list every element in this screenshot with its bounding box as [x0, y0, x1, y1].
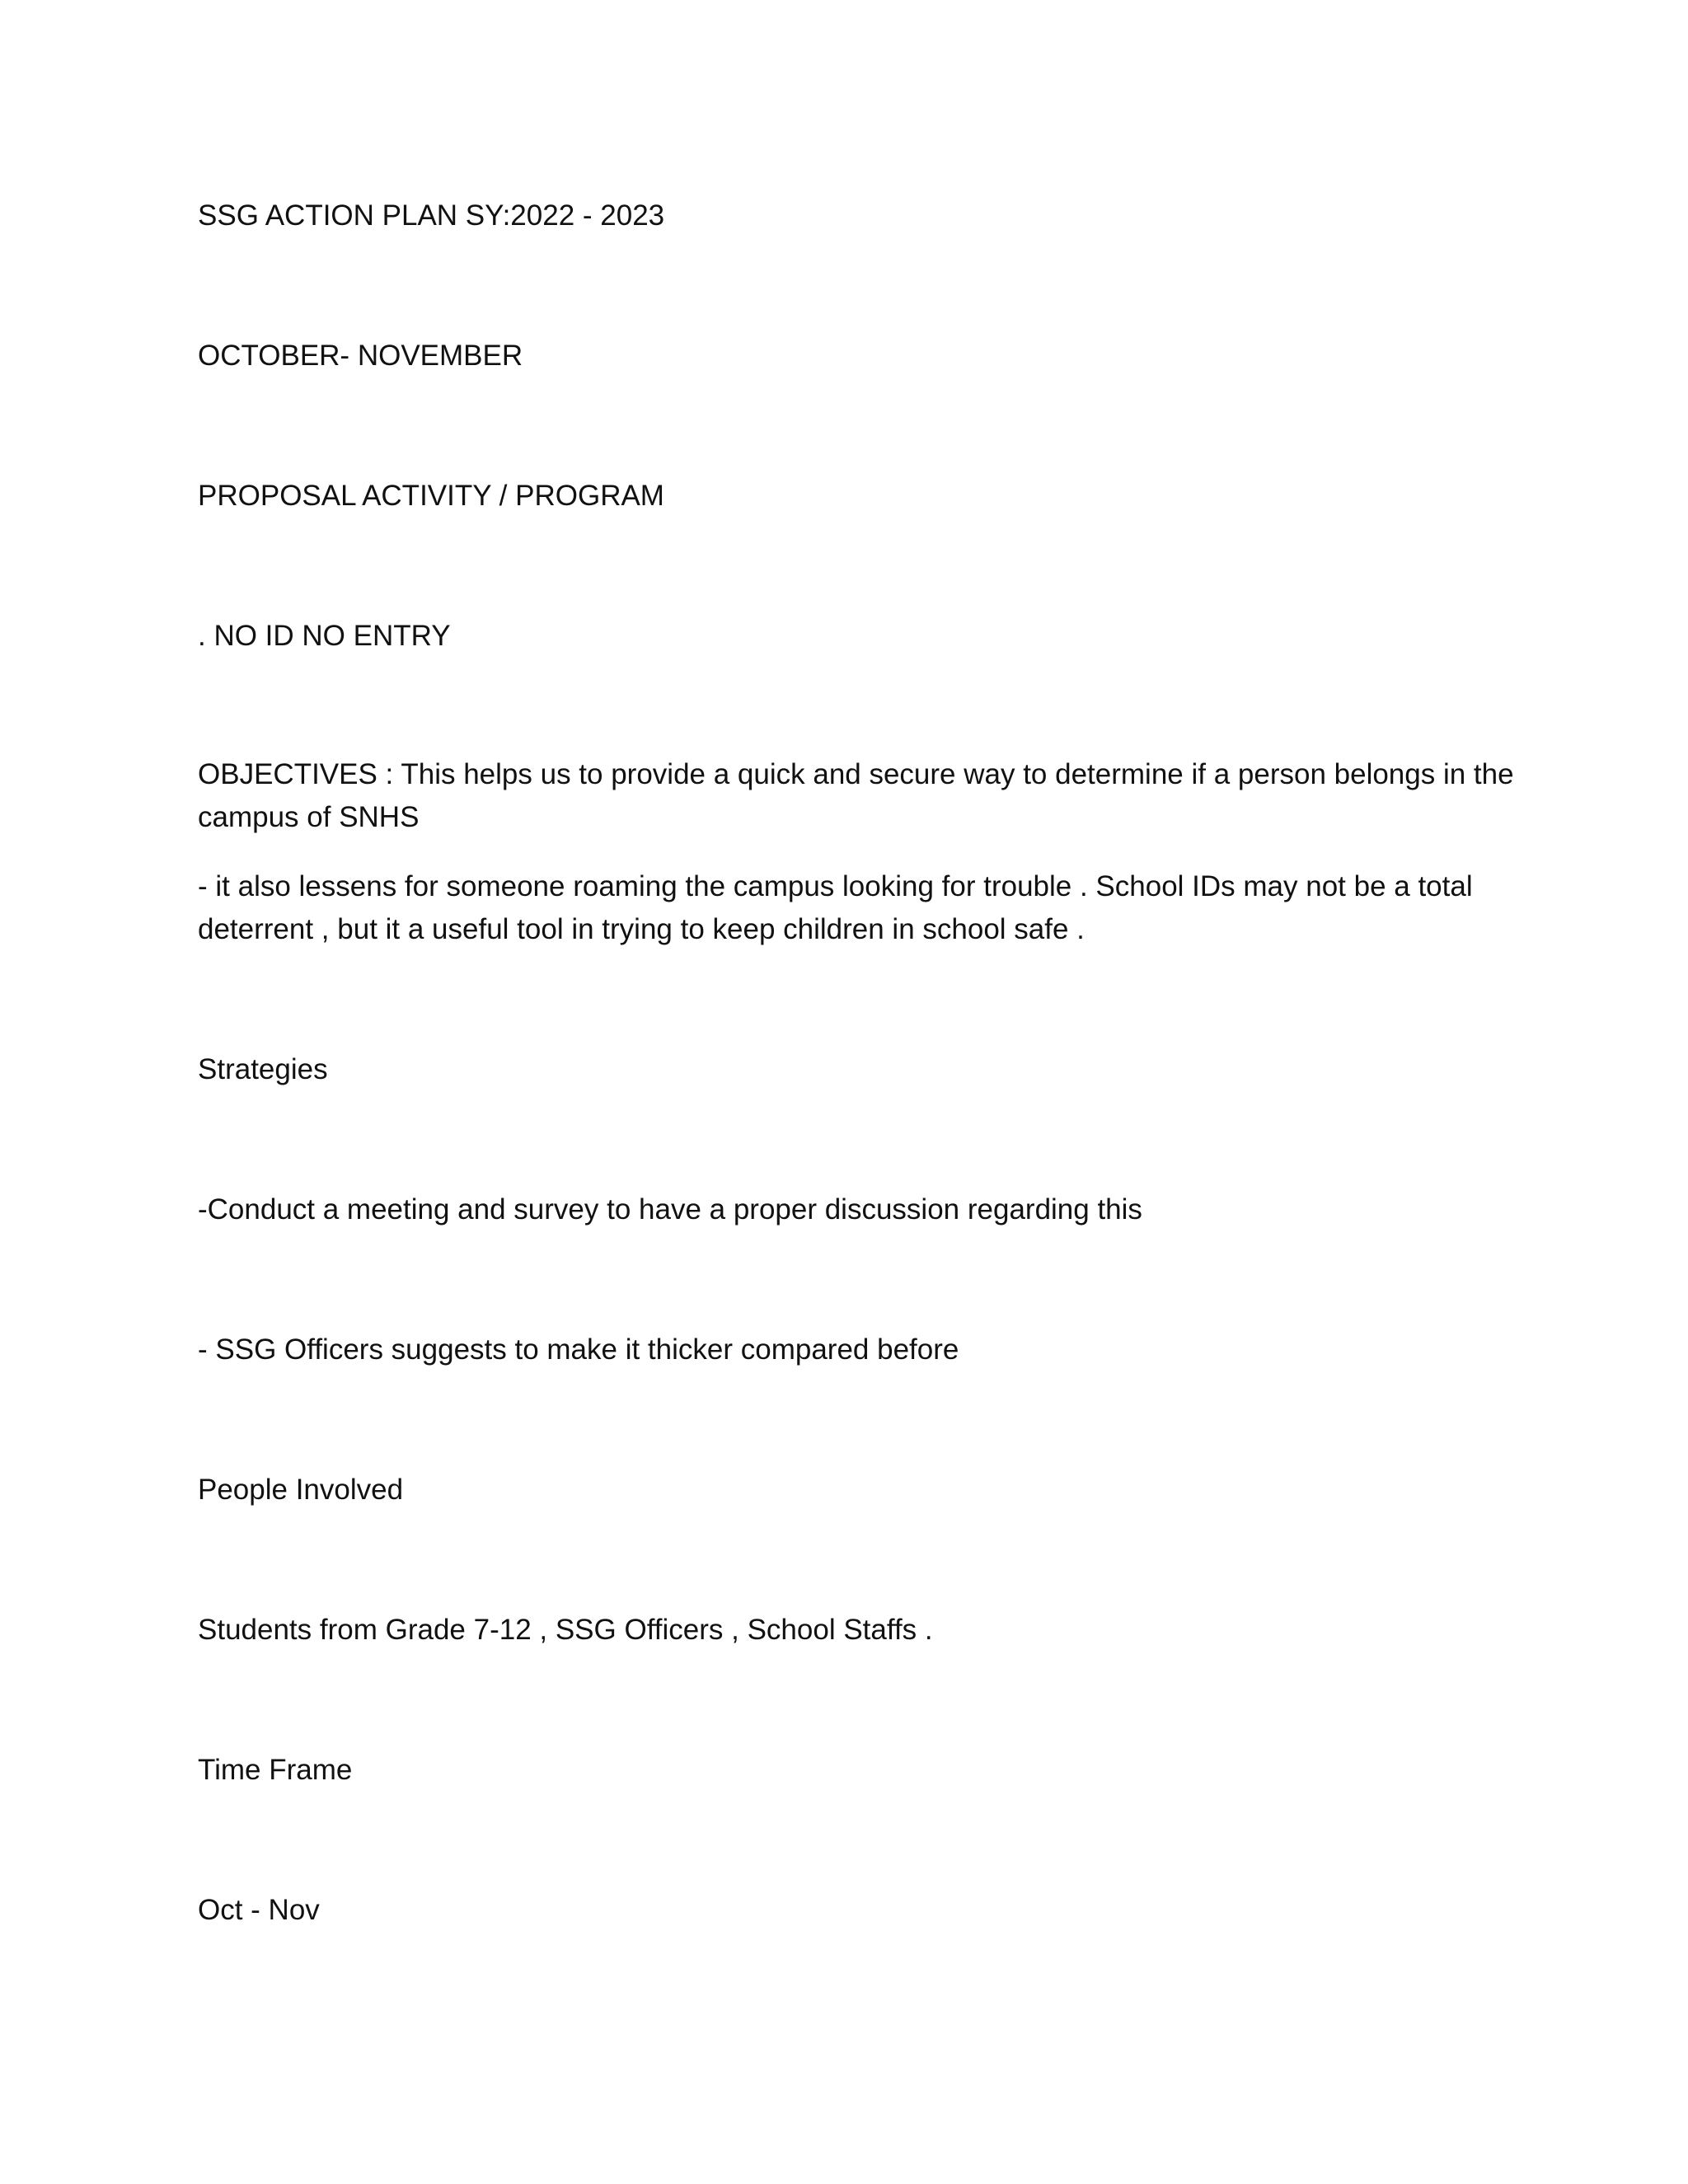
- period-text: OCTOBER- NOVEMBER: [198, 340, 523, 372]
- strategies-heading: Strategies: [198, 1053, 328, 1085]
- objectives-extra-paragraph: [198, 865, 1500, 951]
- timeframe-heading: Time Frame: [198, 1754, 353, 1786]
- activity-text: . NO ID NO ENTRY: [198, 620, 451, 652]
- objectives-line-2: campus of SNHS: [198, 801, 420, 833]
- strategy-item: - SSG Officers suggests to make it thicker compared before: [198, 1333, 959, 1366]
- people-text: Students from Grade 7-12 , SSG Officers , School Staffs .: [198, 1614, 933, 1646]
- people-heading: People Involved: [198, 1474, 404, 1506]
- timeframe-text: Oct - Nov: [198, 1894, 320, 1926]
- objectives-extra-line-1: - it also lessens for someone roaming the campus looking for trouble . School IDs may not be a total: [198, 870, 1473, 902]
- objectives-line-1: OBJECTIVES : This helps us to provide a quick and secure way to determine if a person belongs in the: [198, 758, 1514, 790]
- proposal-heading: PROPOSAL ACTIVITY / PROGRAM: [198, 480, 664, 512]
- objectives-paragraph: [198, 753, 1514, 839]
- document-title: SSG ACTION PLAN SY:2022 - 2023: [198, 199, 665, 232]
- strategy-item: -Conduct a meeting and survey to have a proper discussion regarding this: [198, 1193, 1142, 1226]
- objectives-extra-line-2: deterrent , but it a useful tool in trying to keep children in school safe .: [198, 913, 1085, 945]
